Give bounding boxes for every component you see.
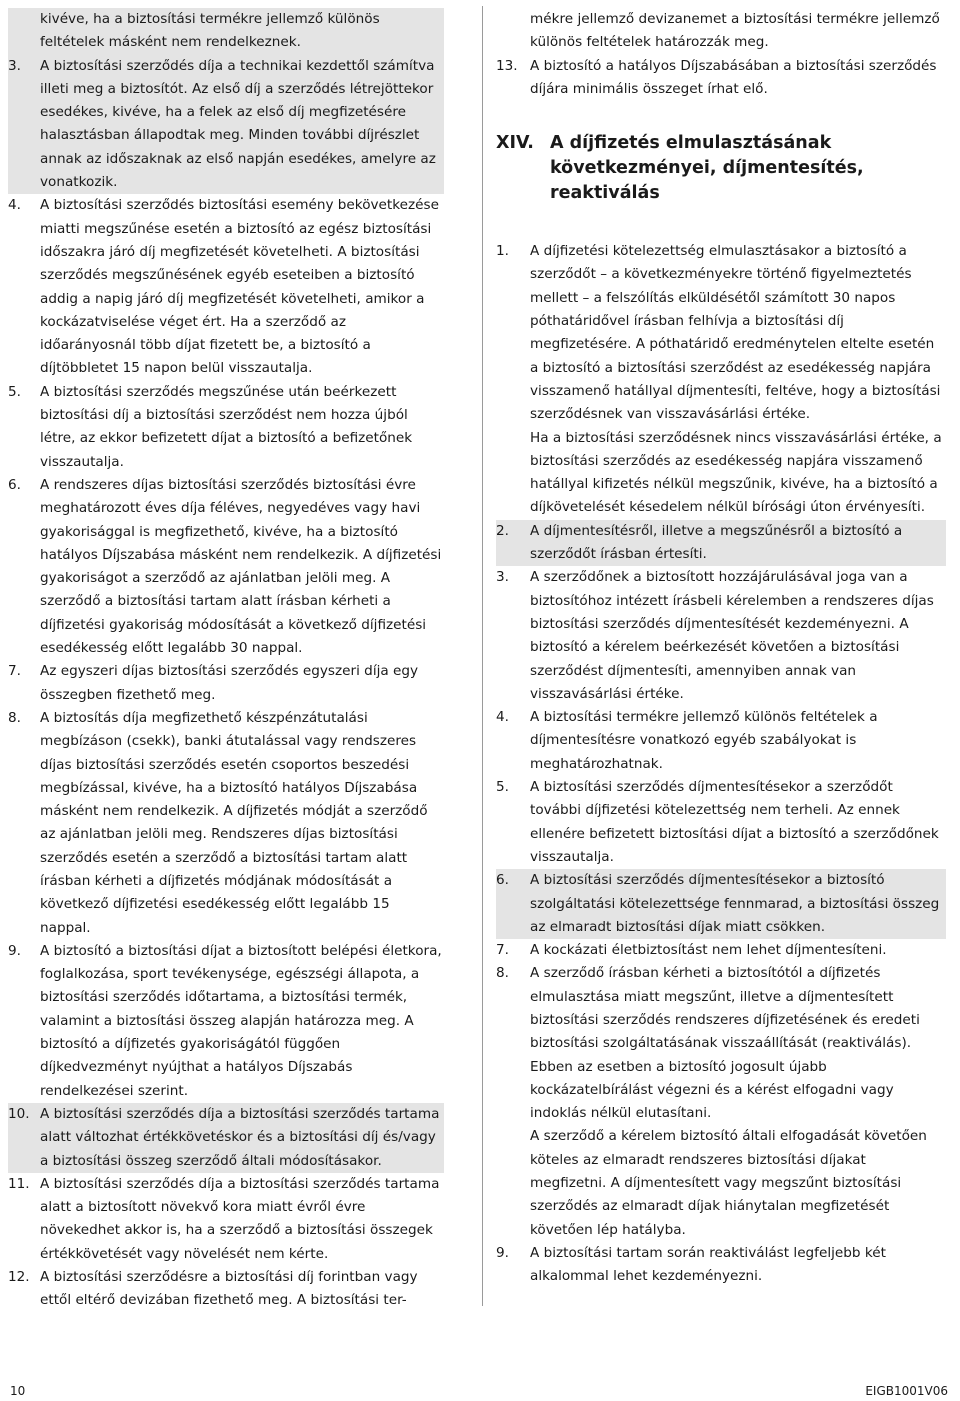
item-number: 6. [8,476,21,493]
item-text: A szerződő írásban kérheti a biztosítótól a díjfizetés elmulasztása miatt megszűnt, illetve a díjmentesített biztosítási szerződés rendszeres díjfizetésének és eredeti biztosítási szolgáltatásának visszaállítását (reaktiválás). Ebben az esetben a biztosító jogosult újabb kockázatelbírálást végezni és a kérést elfogadni vagy indoklás nélkül elutasítani. [530,965,920,1122]
item-text: A biztosítás díja megfizethető készpénzátutalási megbízáson (csekk), banki átutalással vagy rendszeres díjas biztosítási szerződés esetén csoportos beszedési megbízással, kivéve, ha a biztosító hatályos Díjszabása másként nem rendelkezik. A díjfizetés módját a szerződő az ajánlatban jelöli meg. Rendszeres díjas biztosítási szerződés esetén a szerződő a biztosítási tartam alatt írásban kérheti a díjfizetés módjának módosítását a következő díjfizetési esedékesség előtt legalább 15 nappal. [40,709,428,936]
list-item [496,520,946,567]
list-item [496,939,946,962]
item-text: A biztosítási szerződés díja a technikai kezdettől számítva illeti meg a biztosítót. Az első díj a szerződés létrejöttekor esedékes, kivéve, ha a felek az első díj megfizetésére halasztásban állapodtak meg. Minden további díjrészlet annak az időszaknak az első napján esedékes, amelyre az vonatkozik. [40,57,436,191]
item-number: 8. [8,709,21,726]
item-number: 9. [8,942,21,959]
list-item [8,381,444,474]
section-title: A díjfizetés elmulasztásának következményei, díjmentesítés, reaktiválás [550,133,864,204]
list-item [8,55,444,195]
list-item [496,706,946,776]
item-number: 5. [8,383,21,400]
item-text: A biztosítási szerződés megszűnése után beérkezett biztosítási díj a biztosítási szerződést nem hozza újból létre, az ekkor befizetett díjat a biztosító a befizetőnek visszautalja. [40,383,413,470]
right-intro-paragraph [496,8,946,55]
item-number: 11. [8,1175,30,1192]
item-text: A biztosítási szerződés díjmentesítésekor a biztosító szolgáltatási kötelezettsége fennmarad, a biztosítási összeg az elmaradt biztosítási díjak miatt csökken. [530,872,940,935]
list-item [8,660,444,707]
item-text: A biztosító a hatályos Díjszabásában a biztosítási szerződés díjára minimális összeget írhat elő. [530,57,937,97]
item-number: 12. [8,1269,30,1286]
item-number: 10. [8,1105,30,1122]
list-item [8,940,444,1103]
left-item-list [8,55,444,1313]
item-number: 2. [496,522,509,539]
column-divider [482,6,483,1306]
item-text: A rendszeres díjas biztosítási szerződés biztosítási évre meghatározott éves díja féléves, negyedéves vagy havi gyakorisággal is megfizethető, kivéve, ha a biztosító hatályos Díjszabása másként nem rendelkezik. A díjfizetési gyakoriságot a szerződő az ajánlatban jelöli meg. A szerződő a biztosítási tartam alatt írásban kérheti a díjfizetési gyakoriság módosítását a következő díjfizetési esedékesség előtt legalább 30 nappal. [40,476,442,657]
item-number: 9. [496,1244,509,1261]
item-number: 6. [496,872,509,889]
item-number: 8. [496,965,509,982]
item-text: A biztosítási szerződés díjmentesítésekor a szerződőt további díjfizetési kötelezettség nem terheli. Az ennek ellenére befizetett biztosítási díjat a biztosító a szerződőnek visszautalja. [530,779,939,865]
item-text: A szerződőnek a biztosított hozzájárulásával joga van a biztosítóhoz intézett írásbeli kérelemben a rendszeres díjas biztosítási szerződés díjmentesítését kezdeményezni. A biztosító a kérelem beérkezését követően a biztosítási szerződést díjmentesíti, amennyiben annak van visszavásárlási értéke. [530,569,934,702]
list-item [8,1173,444,1266]
item-text: A biztosítási termékre jellemző különös feltételek a díjmentesítésre vonatkozó egyéb szabályokat is meghatározhatnak. [530,709,878,772]
item-text: A biztosítási tartam során reaktiválást legfeljebb két alkalommal lehet kezdeményezni. [530,1244,886,1285]
item-number: 4. [8,197,21,214]
item-text: A biztosítási szerződés díja a biztosítási szerződés tartama alatt a biztosított növekvő kora miatt évről évre növekedhet akkor is, ha a szerződő a biztosítási összegek értékkövetését vagy növelését nem kérte. [40,1175,440,1262]
item-number: 3. [8,57,21,74]
list-item [496,240,946,520]
left-intro-text: kivéve, ha a biztosítási termékre jellemző különös feltételek másként nem rendelkeznek. [40,11,380,51]
item-number: 5. [496,779,509,796]
item-number: 1. [496,243,509,260]
item-text: A díjmentesítésről, illetve a megszűnésről a biztosító a szerződőt írásban értesíti. [530,522,903,563]
item-number: 7. [496,942,509,959]
item-text: A kockázati életbiztosítást nem lehet díjmentesíteni. [530,942,887,959]
left-column [8,8,444,1313]
right-item-list [496,240,946,1288]
right-intro-text: mékre jellemző devizanemet a biztosítási termékre jellemző különös feltételek határozzák meg. [530,11,940,51]
section-heading [496,131,946,206]
document-code: EIGB1001V06 [865,1384,948,1398]
list-item [8,1266,444,1313]
item-text: A biztosítási szerződés biztosítási esemény bekövetkezése miatti megszűnése esetén a biztosító az egész biztosítási időszakra járó díj megfizetését követelheti. A biztosítási szerződés megszűnésének egyéb eseteiben a biztosító addig a napig járó díj megfizetését követelheti, amikor a kockázatviselése véget ért. Ha a szerződő az időarányosnál több díjat fizetett be, a biztosító a díjtöbbletet 15 napon belül visszautalja. [40,197,439,377]
right-column [496,8,946,1289]
item-number: 7. [8,663,21,680]
list-item [496,776,946,869]
item-text: Az egyszeri díjas biztosítási szerződés egyszeri díja egy összegben fizethető meg. [40,663,419,703]
list-item [8,1103,444,1173]
item-continuation-text: A szerződő a kérelem biztosító általi elfogadását követően köteles az elmaradt rendszeres biztosítási díjakat megfizetni. A díjmentesített vagy megszűnt biztosítási szerződés az elmaradt díjak hiánytalan megfizetését követően lép hatályba. [530,1128,927,1238]
list-item [496,566,946,706]
item-text: A díjfizetési kötelezettség elmulasztásakor a biztosító a szerződőt – a következményekre történő figyelmeztetés mellett – a felszólítás elküldésétől számított 30 napos póthatáridővel írásban felhívja a biztosítási díj megfizetésére. A póthatáridő eredménytelen eltelte esetén a biztosító a biztosítási szerződést az esedékesség napjára visszamenő hatállyal díjmentesíti, feltéve, hogy a biztosítási szerződésnek van visszavásárlási értéke. [530,243,941,423]
page-number: 10 [10,1384,26,1398]
list-item [496,962,946,1242]
item-text: A biztosítási szerződésre a biztosítási díj forintban vagy ettől eltérő devizában fizethető meg. A biztosítási ter- [40,1269,418,1309]
item-number: 13. [496,57,518,74]
list-item [8,474,444,660]
list-item [8,707,444,940]
item-text: A biztosító a biztosítási díjat a biztosított belépési életkora, foglalkozása, sport tevékenysége, egészségi állapota, a biztosítási szerződés időtartama, a biztosítási termék, valamint a biztosítási összeg alapján határozza meg. A biztosító a díjfizetés gyakoriságától függően díjkedvezményt nyújthat a hatályos Díjszabás rendelkezései szerint. [40,942,442,1099]
right-item-13 [496,55,946,102]
list-item [8,194,444,380]
item-continuation-text: Ha a biztosítási szerződésnek nincs visszavásárlási értéke, a biztosítási szerződés az esedékesség napjára visszamenő hatállyal kifizetés nélkül megszűnik, kivéve, ha a biztosító a díjkövetelését késedelem nélkül bírósági úton érvényesíti. [530,429,942,516]
item-number: 3. [496,569,509,586]
list-item [496,1242,946,1289]
item-text: A biztosítási szerződés díja a biztosítási szerződés tartama alatt változhat értékkövetéskor és a biztosítási díj és/vagy a biztosítási összeg szerződő általi módosításakor. [40,1105,440,1169]
section-number: XIV. [496,133,534,154]
left-intro-paragraph [8,8,444,55]
list-item [496,869,946,939]
item-number: 4. [496,709,509,726]
